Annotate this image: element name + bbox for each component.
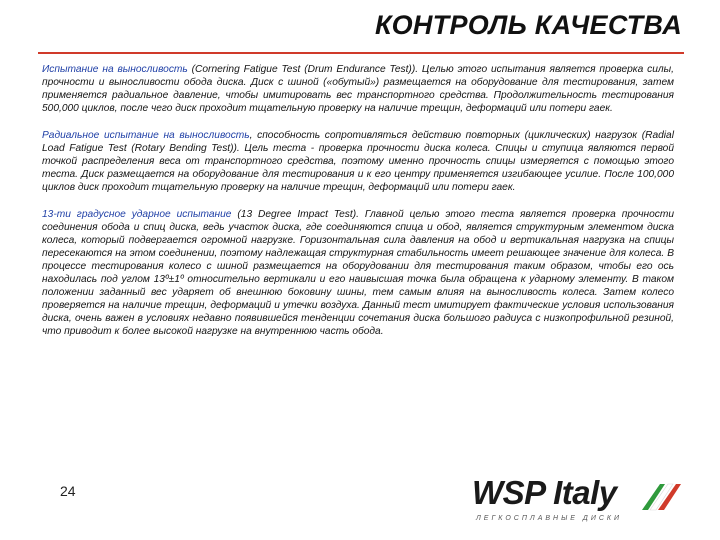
paragraph-lead: 13-ти градусное ударное испытание [42,209,232,220]
paragraph-text: (Cornering Fatigue Test (Drum Endurance Test)). Целью этого испытания является проверка силы, прочности и выносливости обода диска. Диск с шиной («обутый») размещается на оборудование для тестирования, затем применяется радиальное давление, чтобы имитировать вес транспортного средства. Продолжительность тестирования 500,000 циклов, после чего диск проходит тщательную проверку на наличие трещин, деформаций или потери гаек. [42,64,674,114]
wsp-italy-logo [472,474,692,530]
title-divider [38,52,684,54]
logo-tagline: ЛЕГКОСПЛАВНЫЕ ДИСКИ [476,515,623,522]
italian-flag-swoosh-icon [640,480,690,514]
page-number: 24 [60,483,76,499]
paragraph-drum-endurance-test [42,63,674,115]
paragraph-radial-load-test [42,129,674,194]
page-title: КОНТРОЛЬ КАЧЕСТВА [375,10,682,40]
body-text [42,63,674,352]
paragraph-text: , способность сопротивляться действию повторных (циклических) нагрузок (Radial Load Fatigue Test (Rotary Bending Test)). Цель теста - проверка прочности диска колеса. Спицы и ступица являются первой точкой распределения веса от транспортного средства, поэтому именно прочность спицы измеряется с помощью этого теста. Диск размещается на оборудование для тестирования и к его центру применяется изгибающее усилие. После 100,000 циклов диск проходит тщательную проверку на наличие трещин, деформаций или потери гаек. [42,130,674,193]
paragraph-lead: Испытание на выносливость [42,64,188,75]
paragraph-impact-test [42,208,674,338]
logo-wordmark: WSP Italy [472,474,617,511]
paragraph-text: (13 Degree Impact Test). Главной целью этого теста является проверка прочности соединения обода и спиц диска, ведь участок диска, где соединяются спица и обод, является структурным элементом диска колеса, который подвергается огромной нагрузке. Горизонтальная сила давления на обод и вертикальная нагрузка на спицы пересекаются на этом соединении, поэтому надлежащая структурная стабильность имеет решающее значение для колеса. В процессе тестирования колесо с шиной размещается на оборудовании для тестирования таким образом, чтобы его ось находилась под углом 13º±1º относительно вертикали и его наивысшая точка была обращена к ударному элементу. В таком положении заданный вес ударяет об внешнюю боковину шины, тем самым влияя на выносливость колеса. Затем колесо проверяется на наличие трещин, деформаций и утечки воздуха. Данный тест имитирует фактические условия использования диска, очень важен в условиях недавно появившейся тенденции сочетания диска большого радиуса с низкопрофильной резиной, что приводит к более высокой нагрузке на внутреннюю часть обода. [42,209,674,337]
paragraph-lead: Радиальное испытание на выносливость [42,130,250,141]
